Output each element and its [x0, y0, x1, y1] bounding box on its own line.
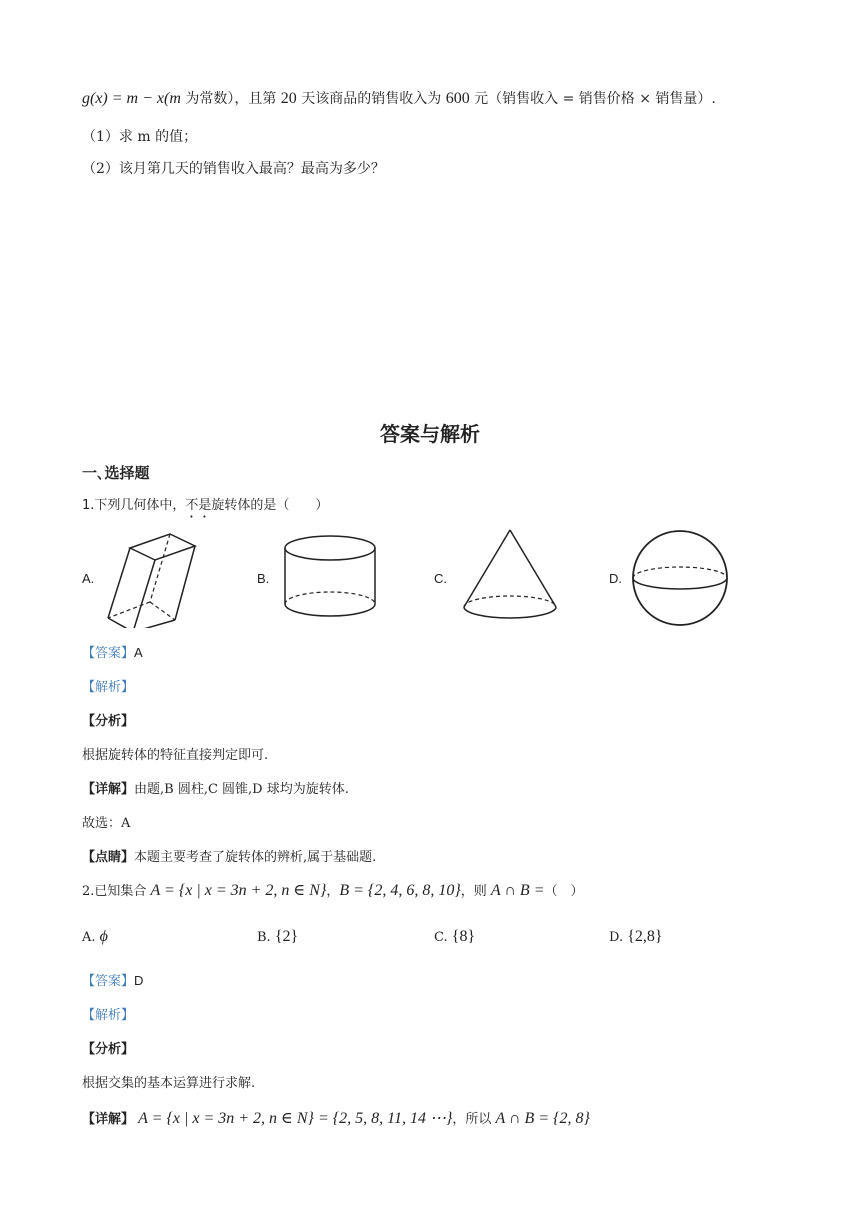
- option-d-label: D.: [609, 571, 622, 586]
- p1-comment: 【点睛】本题主要考查了旋转体的辨析,属于基础题.: [82, 850, 377, 865]
- p2-fenxi: 根据交集的基本运算进行求解.: [82, 1076, 256, 1091]
- p1-fenxi-tag: 【分析】: [82, 714, 135, 729]
- option-b-label: B.: [257, 571, 270, 586]
- p2-option-c: C. {8}: [434, 928, 476, 945]
- option-a-label: A.: [82, 571, 95, 586]
- section-heading: 一､选择题: [82, 464, 150, 482]
- p2-fenxi-tag: 【分析】: [82, 1042, 135, 1057]
- p2-answer: 【答案】D: [82, 973, 144, 989]
- p2-option-d: D. {2,8}: [609, 928, 663, 945]
- prev-problem-q1: （1）求 m 的值；: [82, 129, 198, 145]
- cone-figure: [460, 527, 560, 623]
- p1-fenxi: 根据旋转体的特征直接判定即可.: [82, 748, 269, 763]
- prism-figure: [100, 528, 205, 628]
- p1-analysis-tag: 【解析】: [82, 680, 135, 695]
- p2-analysis-tag: 【解析】: [82, 1008, 135, 1023]
- function-expression: g(x) = m − x(m: [82, 90, 181, 107]
- option-c-label: C.: [434, 571, 447, 586]
- p2-detail: 【详解】 A = {x | x = 3n + 2, n ∈ N} = {2, 5, 8, 11, 14 ⋯}，所以 A ∩ B = {2, 8}: [82, 1110, 590, 1127]
- p2-option-b: B. {2}: [257, 928, 299, 945]
- prev-problem-line1: g(x) = m − x(m 为常数），且第 20 天该商品的销售收入为 600 元（销售收入 = 销售价格 × 销售量）.: [82, 90, 716, 107]
- p2-option-a: A. ϕ: [82, 928, 108, 945]
- p1-choice: 故选：A: [82, 816, 131, 831]
- problem-2-stem: 2.已知集合 A = {x | x = 3n + 2, n ∈ N}，B = {2, 4, 6, 8, 10}，则 A ∩ B =（ ）: [82, 882, 584, 899]
- cylinder-figure: [280, 530, 380, 622]
- sphere-figure: [630, 528, 730, 628]
- p1-detail: 【详解】由题,B 圆柱,C 圆锥,D 球均为旋转体.: [82, 782, 349, 797]
- problem-1-stem: 1.下列几何体中，不是旋转体的是（ ）: [82, 498, 329, 513]
- prev-problem-q2: （2）该月第几天的销售收入最高？最高为多少？: [82, 161, 385, 177]
- p1-answer: 【答案】A: [82, 645, 143, 661]
- answer-title: 答案与解析: [380, 422, 480, 446]
